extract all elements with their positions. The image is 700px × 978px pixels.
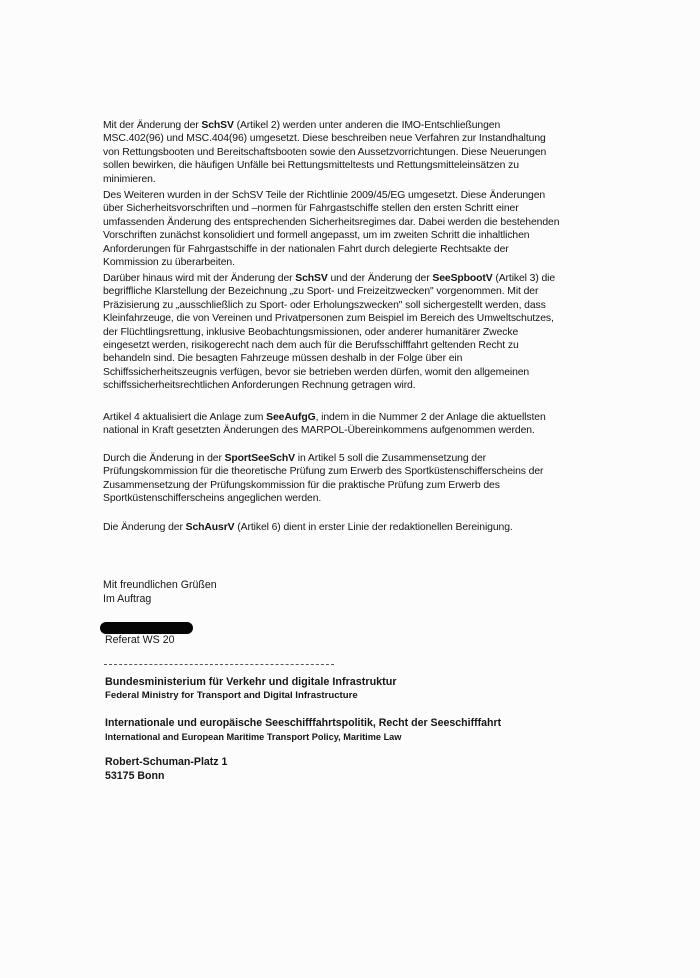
paragraph-text: Artikel 4 aktualisiert die Anlage zum [103, 412, 267, 423]
closing-on-behalf: Im Auftrag [103, 593, 152, 605]
paragraph-schausrv [103, 521, 561, 534]
paragraph-schsv-imo [103, 119, 561, 186]
department-name-en: International and European Maritime Transport Policy, Maritime Law [105, 732, 402, 742]
department-name-de: Internationale und europäische Seeschifffahrtspolitik, Recht der Seeschifffahrt [105, 717, 502, 729]
paragraph-text: Mit der Änderung der [103, 120, 202, 131]
signature-divider [104, 664, 334, 665]
paragraph-richtlinie [103, 189, 561, 269]
regulation-name: SportSeeSchV [224, 453, 295, 464]
regulation-name: SeeSpbootV [432, 273, 493, 284]
address-city: 53175 Bonn [105, 770, 165, 782]
paragraph-text: , indem in die Nummer 2 der Anlage die aktuellsten national in Kraft gesetzten Änderungen des MARPOL-Übereinkommens aufgenommen werden. [103, 412, 546, 437]
paragraph-text: Die Änderung der [103, 522, 186, 533]
paragraph-text: in Artikel 5 soll die Zusammensetzung der Prüfungskommission für die theoretische Prüfung zum Erwerb des Sportküstenschifferscheins der Zusammensetzung der Prüfungskommission für die praktische Prüfung zum Erwerb des Sportküstenschifferscheins angeglichen werden. [103, 453, 544, 505]
regulation-name: SchSV [201, 120, 234, 131]
closing [103, 578, 217, 606]
paragraph-text: (Artikel 2) werden unter anderen die IMO-Entschließungen MSC.402(96) und MSC.404(96) umgesetzt. Diese beschreiben neue Verfahren zur Instandhaltung von Rettungsbooten und Bereitschaftsbooten sowie den Aussetzvorrichtungen. Diese Neuerungen sollen bewirken, die häufigen Unfälle bei Rettungsmitteltests und Rettungsmitteleinsätzen zu minimieren. [103, 120, 547, 185]
ministry-name-en: Federal Ministry for Transport and Digital Infrastructure [105, 690, 358, 701]
paragraph-text: und der Änderung der [327, 273, 433, 284]
paragraph-text: Darüber hinaus wird mit der Änderung der [103, 273, 296, 284]
ministry-name-de: Bundesministerium für Verkehr und digitale Infrastruktur [105, 676, 397, 688]
referat-label: Referat WS 20 [105, 634, 175, 646]
paragraph-seespbootv [103, 272, 561, 393]
paragraph-text: (Artikel 6) dient in erster Linie der redaktionellen Bereinigung. [234, 522, 513, 533]
address-street: Robert-Schuman-Platz 1 [105, 756, 228, 768]
regulation-name: SeeAufgG [266, 412, 316, 423]
address-block [105, 755, 227, 783]
paragraph-sportseeschv [103, 452, 561, 506]
redacted-name [100, 622, 193, 634]
paragraph-text: (Artikel 3) die begriffliche Klarstellung der Bezeichnung „zu Sport- und Freizeitzwecken" vorgenommen. Mit der Präzisierung zu „ausschließlich zu Sport- oder Erholungszwecken" soll sichergestellt werden, dass Kleinfahrzeuge, die von Vereinen und Privatpersonen zum Beispiel im Bereich des Umweltschutzes, der Flüchtlingsrettung, inklusive Beobachtungsmissionen, oder anderer humanitärer Zwecke eingesetzt werden, risikogerecht nach dem auch für die Berufsschifffahrt geltenden Recht zu behandeln sind. Die besagten Fahrzeuge müssen deshalb in der Folge über ein Schiffssicherheitszeugnis verfügen, bevor sie betrieben werden dürfen, womit den allgemeinen schiffssicherheitsrechtlichen Anforderungen Rechnung getragen wird. [103, 273, 556, 392]
regulation-name: SchSV [295, 273, 328, 284]
paragraph-text: Durch die Änderung in der [103, 453, 225, 464]
regulation-name: SchAusrV [185, 522, 235, 533]
closing-greeting: Mit freundlichen Grüßen [103, 579, 217, 591]
paragraph-text: Des Weiteren wurden in der SchSV Teile der Richtlinie 2009/45/EG umgesetzt. Diese Änderungen über Sicherheitsvorschriften und –normen für Fahrgastschiffe stellen den ersten Schritt einer umfassenden Änderung des entsprechenden Sicherheitsregimes dar. Dabei werden die bestehenden Vorschriften zunächst konsolidiert und formell angepasst, um im zweiten Schritt die inhaltlichen Anforderungen für Fahrgastschiffe in der nationalen Fahrt durch delegierte Rechtsakte der Kommission zu überarbeiten. [103, 190, 560, 269]
ministry-block [105, 675, 397, 703]
department-block [105, 716, 501, 744]
paragraph-seeaufgg [103, 411, 561, 438]
